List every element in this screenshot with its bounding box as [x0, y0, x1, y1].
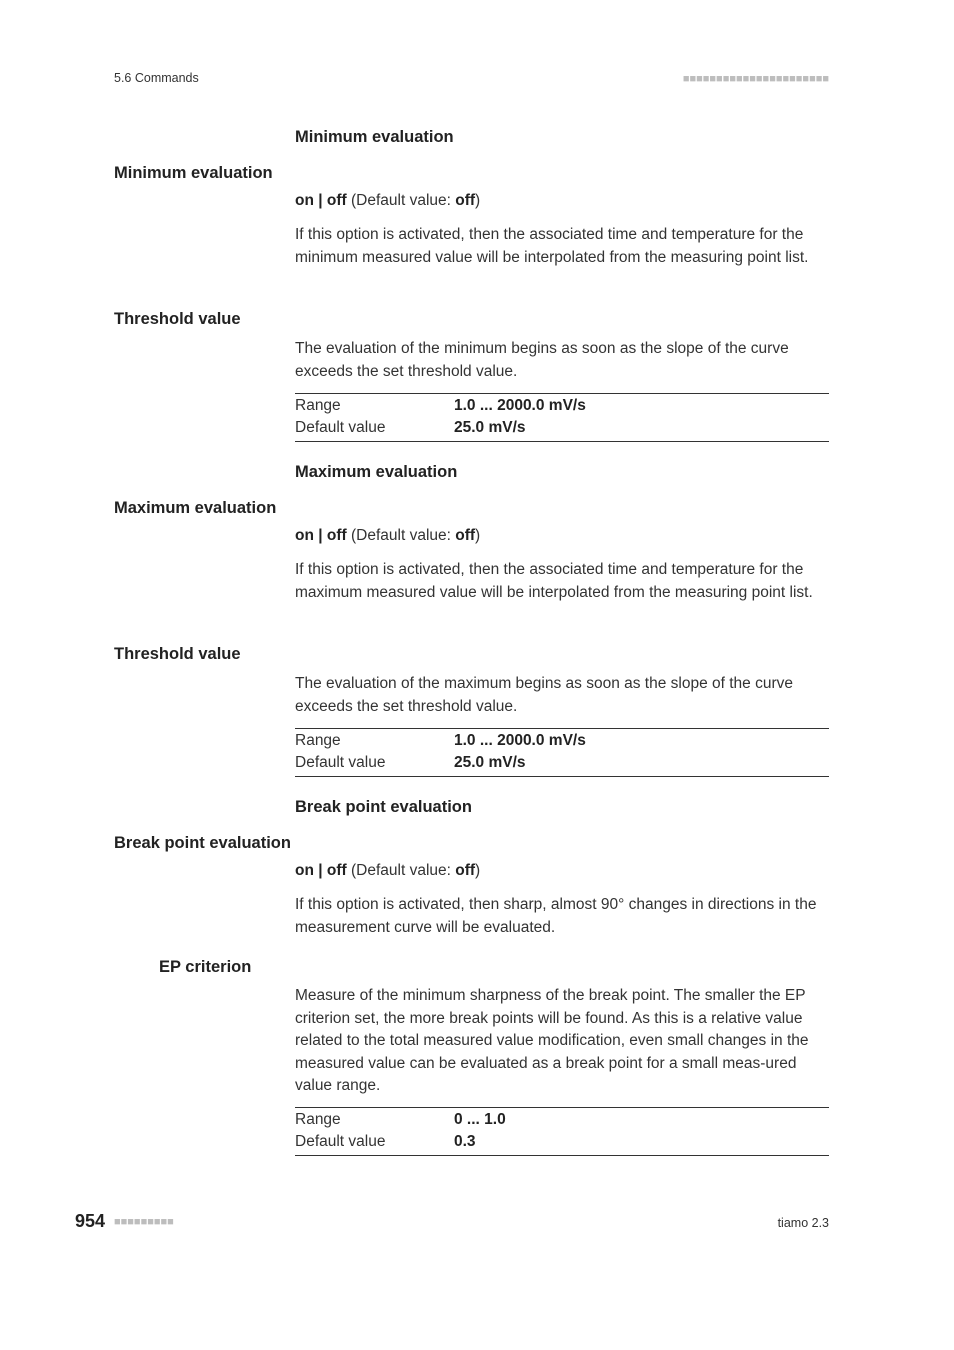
- onoff-breakpoint: [295, 862, 480, 880]
- onoff-minimum: [295, 192, 480, 210]
- description-ep-criterion: Measure of the minimum sharpness of the break point. The smaller the EP criterion set, the more break points will be found. As this is a relative value related to the total measured value modification, even small changes in the measured value can be evaluated as a break point for a small meas-ured value range.: [295, 987, 809, 1094]
- off-label: off: [326, 192, 347, 209]
- default-label: Default value: [295, 419, 386, 436]
- description-threshold-maximum: The evaluation of the maximum begins as soon as the slope of the curve exceeds the set threshold value.: [295, 675, 794, 715]
- description-maximum: If this option is activated, then the associated time and temperature for the maximum measured value will be interpolated from the measuring point list.: [295, 561, 813, 601]
- on-label: on: [295, 192, 314, 209]
- separator: |: [313, 862, 327, 879]
- default-value: 0.3: [454, 1133, 476, 1150]
- range-label: Range: [295, 1111, 341, 1128]
- default-value: 25.0 mV/s: [454, 754, 526, 771]
- page-number: 954: [75, 1211, 106, 1231]
- separator: |: [313, 527, 327, 544]
- default-label: Default value: [295, 1133, 386, 1150]
- separator: |: [313, 192, 327, 209]
- table-row: [295, 1109, 829, 1131]
- off-label: off: [326, 862, 347, 879]
- param-title-minimum-evaluation: Minimum evaluation: [114, 164, 273, 182]
- param-title-ep-criterion: EP criterion: [159, 958, 252, 976]
- table-row: [295, 730, 829, 752]
- default-value: 25.0 mV/s: [454, 419, 526, 436]
- default-prefix: (Default value:: [346, 527, 456, 544]
- description-minimum: If this option is activated, then the associated time and temperature for the minimum measured value will be interpolated from the measuring point list.: [295, 226, 809, 266]
- range-label: Range: [295, 397, 341, 414]
- value-table-maximum: [295, 728, 829, 777]
- onoff-maximum: [295, 527, 480, 545]
- default-value: off: [455, 862, 476, 879]
- section-title-maximum: Maximum evaluation: [295, 463, 458, 481]
- range-value: 1.0 ... 2000.0 mV/s: [454, 732, 586, 749]
- default-value: off: [455, 192, 476, 209]
- table-row: [295, 395, 829, 417]
- section-title-minimum: Minimum evaluation: [295, 128, 454, 146]
- on-label: on: [295, 527, 314, 544]
- running-header-section: 5.6 Commands: [114, 71, 199, 85]
- range-value: 0 ... 1.0: [454, 1111, 506, 1128]
- on-label: on: [295, 862, 314, 879]
- default-suffix: ): [475, 192, 481, 209]
- default-suffix: ): [475, 527, 481, 544]
- off-label: off: [326, 527, 347, 544]
- default-label: Default value: [295, 754, 386, 771]
- table-row: [295, 752, 829, 774]
- footer-decoration: ■■■■■■■■■: [114, 1216, 174, 1228]
- range-value: 1.0 ... 2000.0 mV/s: [454, 397, 586, 414]
- value-table-minimum: [295, 393, 829, 442]
- value-table-ep-criterion: [295, 1107, 829, 1156]
- table-row: [295, 1131, 829, 1153]
- header-decoration: ■■■■■■■■■■■■■■■■■■■■■■: [682, 73, 829, 85]
- default-prefix: (Default value:: [346, 862, 456, 879]
- table-row: [295, 417, 829, 439]
- section-title-breakpoint: Break point evaluation: [295, 798, 472, 816]
- description-threshold-minimum: The evaluation of the minimum begins as soon as the slope of the curve exceeds the set threshold value.: [295, 340, 789, 380]
- param-title-maximum-evaluation: Maximum evaluation: [114, 499, 277, 517]
- default-value: off: [455, 527, 476, 544]
- description-breakpoint: If this option is activated, then sharp, almost 90° changes in directions in the measurement curve will be evaluated.: [295, 896, 817, 936]
- param-title-threshold-minimum: Threshold value: [114, 310, 241, 328]
- range-label: Range: [295, 732, 341, 749]
- default-prefix: (Default value:: [346, 192, 456, 209]
- default-suffix: ): [475, 862, 481, 879]
- param-title-threshold-maximum: Threshold value: [114, 645, 241, 663]
- param-title-breakpoint-evaluation: Break point evaluation: [114, 834, 291, 852]
- footer-product: tiamo 2.3: [777, 1216, 829, 1230]
